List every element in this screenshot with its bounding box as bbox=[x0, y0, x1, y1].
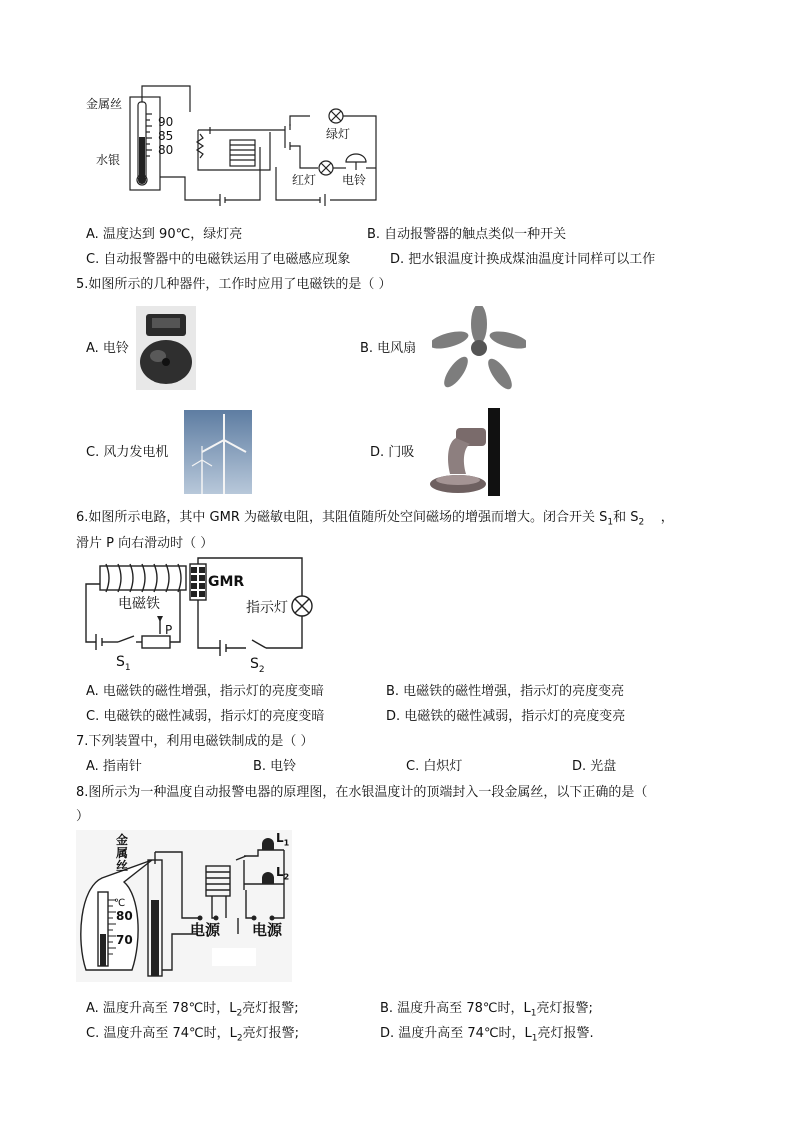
q4-green-lamp-label: 绿灯 bbox=[326, 127, 351, 141]
q4-mercury-label: 水银 bbox=[96, 153, 121, 167]
q6-stem-sub1: 1 bbox=[607, 517, 614, 528]
q4-option-d: D. 把水银温度计换成煤油温度计同样可以工作 bbox=[390, 252, 656, 267]
q8-option-c-text: C. 温度升高至 74℃时，L bbox=[86, 1026, 237, 1041]
q8-circuit-figure bbox=[76, 830, 292, 982]
q6-s1-sub: 1 bbox=[124, 662, 131, 673]
q8-option-a-text: A. 温度升高至 78℃时，L bbox=[86, 1001, 237, 1016]
q8-option-a-text2: 亮灯报警; bbox=[242, 1001, 299, 1016]
q8-option-c-text2: 亮灯报警; bbox=[242, 1026, 299, 1041]
q4-scale-80: 80 bbox=[158, 143, 174, 157]
q6-gmr-label: GMR bbox=[208, 574, 245, 590]
q7-option-d: D. 光盘 bbox=[572, 759, 617, 774]
electric-bell-image bbox=[136, 306, 196, 390]
q6-stem-sub2: 2 bbox=[638, 517, 645, 528]
q6-circuit-figure bbox=[80, 556, 320, 674]
q8-option-c bbox=[86, 1026, 299, 1047]
q5-stem: 5.如图所示的几种器件，工作时应用了电磁铁的是（ ） bbox=[76, 277, 392, 292]
q8-option-b-text2: 亮灯报警; bbox=[536, 1001, 593, 1016]
door-stopper-image bbox=[420, 408, 500, 496]
q7-option-c: C. 白炽灯 bbox=[406, 759, 463, 774]
q6-option-a: A. 电磁铁的磁性增强，指示灯的亮度变暗 bbox=[86, 684, 324, 699]
q8-l1-sub: 1 bbox=[283, 838, 290, 848]
q8-power2-label: 电源 bbox=[252, 921, 283, 939]
q8-t80-label: 80 bbox=[116, 909, 133, 923]
q8-l1-letter: L bbox=[276, 831, 284, 845]
q6-option-d: D. 电磁铁的磁性减弱，指示灯的亮度变亮 bbox=[386, 709, 626, 724]
q6-s2-letter: S bbox=[250, 656, 259, 672]
q5-option-b: B. 电风扇 bbox=[360, 341, 417, 356]
q6-stem-text3: ， bbox=[644, 510, 674, 525]
q8-option-d-text2: 亮灯报警. bbox=[537, 1026, 594, 1041]
q6-option-b: B. 电磁铁的磁性增强，指示灯的亮度变亮 bbox=[386, 684, 625, 699]
q6-s1-letter: S bbox=[116, 654, 125, 670]
q8-option-a-sub: 2 bbox=[236, 1008, 243, 1019]
q5-option-d: D. 门吸 bbox=[370, 445, 415, 460]
q8-option-d bbox=[380, 1026, 594, 1047]
q8-unit-label: ℃ bbox=[114, 898, 126, 909]
q4-red-lamp-label: 红灯 bbox=[292, 173, 317, 187]
q8-l2-label bbox=[276, 864, 289, 885]
q8-l1-label bbox=[276, 830, 289, 851]
q8-power1-label: 电源 bbox=[190, 921, 221, 939]
q7-option-a: A. 指南针 bbox=[86, 759, 142, 774]
q6-s2-label bbox=[250, 656, 265, 678]
q6-stem-text: 6.如图所示电路，其中 GMR 为磁敏电阻，其阻值随所处空间磁场的增强而增大。闭合开关 S bbox=[76, 510, 608, 525]
q7-option-b: B. 电铃 bbox=[253, 759, 297, 774]
electric-fan-image bbox=[432, 306, 526, 390]
wind-turbine-image bbox=[184, 410, 252, 494]
q4-option-a: A. 温度达到 90℃，绿灯亮 bbox=[86, 227, 243, 242]
q8-l2-letter: L bbox=[276, 865, 284, 879]
q6-s2-sub: 2 bbox=[258, 664, 265, 675]
q8-option-d-text: D. 温度升高至 74℃时，L bbox=[380, 1026, 532, 1041]
q6-stem-line2: 滑片 P 向右滑动时（ ） bbox=[76, 536, 214, 551]
q8-t70-label: 70 bbox=[116, 933, 133, 947]
q6-slider-label: P bbox=[165, 623, 173, 637]
q5-option-a: A. 电铃 bbox=[86, 341, 129, 356]
q4-circuit-figure bbox=[80, 82, 390, 217]
q5-option-c: C. 风力发电机 bbox=[86, 445, 169, 460]
q6-option-c: C. 电磁铁的磁性减弱，指示灯的亮度变暗 bbox=[86, 709, 325, 724]
q6-stem-text2: 和 S bbox=[613, 510, 639, 525]
q8-option-a bbox=[86, 1001, 299, 1022]
q4-bell-label: 电铃 bbox=[342, 173, 367, 187]
q4-option-c: C. 自动报警器中的电磁铁运用了电磁感应现象 bbox=[86, 252, 351, 267]
q4-option-b: B. 自动报警器的触点类似一种开关 bbox=[367, 227, 567, 242]
q6-indicator-label: 指示灯 bbox=[246, 600, 288, 616]
q8-option-d-sub: 1 bbox=[531, 1033, 538, 1044]
q6-s1-label bbox=[116, 654, 131, 676]
q4-wire-label: 金属丝 bbox=[86, 97, 123, 111]
q7-stem: 7.下列装置中，利用电磁铁制成的是（ ） bbox=[76, 734, 314, 749]
q8-l2-sub: 2 bbox=[283, 872, 290, 882]
q8-wire-label: 金属丝 bbox=[116, 833, 129, 873]
q4-scale-85: 85 bbox=[158, 129, 174, 143]
q8-option-b-sub: 1 bbox=[530, 1008, 537, 1019]
q4-scale-90: 90 bbox=[158, 115, 174, 129]
q8-option-c-sub: 2 bbox=[236, 1033, 243, 1044]
q8-option-b bbox=[380, 1001, 593, 1022]
q6-stem-line1 bbox=[76, 510, 674, 531]
q8-stem-line2: ） bbox=[76, 809, 90, 824]
q8-stem-line1: 8.图所示为一种温度自动报警电器的原理图，在水银温度计的顶端封入一段金属丝，以下正确的是（ bbox=[76, 785, 648, 800]
q8-option-b-text: B. 温度升高至 78℃时，L bbox=[380, 1001, 531, 1016]
q6-electromagnet-label: 电磁铁 bbox=[118, 596, 160, 612]
